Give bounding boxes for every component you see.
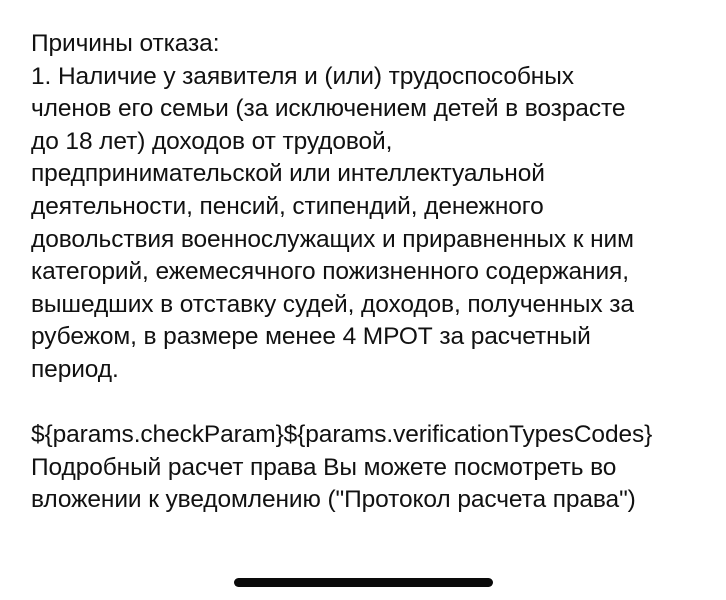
template-params-line: ${params.checkParam}${params.verificationTypesCodes}	[31, 421, 653, 449]
reason-line: 1. Наличие у заявителя и (или) трудоспособных	[31, 62, 574, 90]
reason-line: предпринимательской или интеллектуальной	[31, 160, 545, 188]
reason-line: деятельности, пенсий, стипендий, денежного	[31, 192, 544, 220]
rejection-reasons-section	[31, 28, 703, 387]
details-section	[31, 419, 703, 517]
reason-line: рубежом, в размере менее 4 МРОТ за расчетный	[31, 323, 591, 351]
reason-line: вышедших в отставку судей, доходов, полученных за	[31, 290, 634, 318]
paragraph-spacer	[31, 387, 703, 420]
reason-line: период.	[31, 355, 119, 383]
rejection-heading: Причины отказа:	[31, 30, 220, 57]
notice-text-block	[31, 28, 703, 517]
home-indicator-bar[interactable]	[234, 578, 493, 587]
details-line: Подробный расчет права Вы можете посмотреть во	[31, 453, 617, 481]
reason-line: довольствия военнослужащих и приравненных к ним	[31, 225, 634, 253]
details-line: вложении к уведомлению ("Протокол расчета права")	[31, 486, 636, 514]
reason-line: членов его семьи (за исключением детей в возрасте	[31, 95, 626, 123]
reason-line: категорий, ежемесячного пожизненного содержания,	[31, 258, 629, 286]
reason-line: до 18 лет) доходов от трудовой,	[31, 127, 393, 155]
